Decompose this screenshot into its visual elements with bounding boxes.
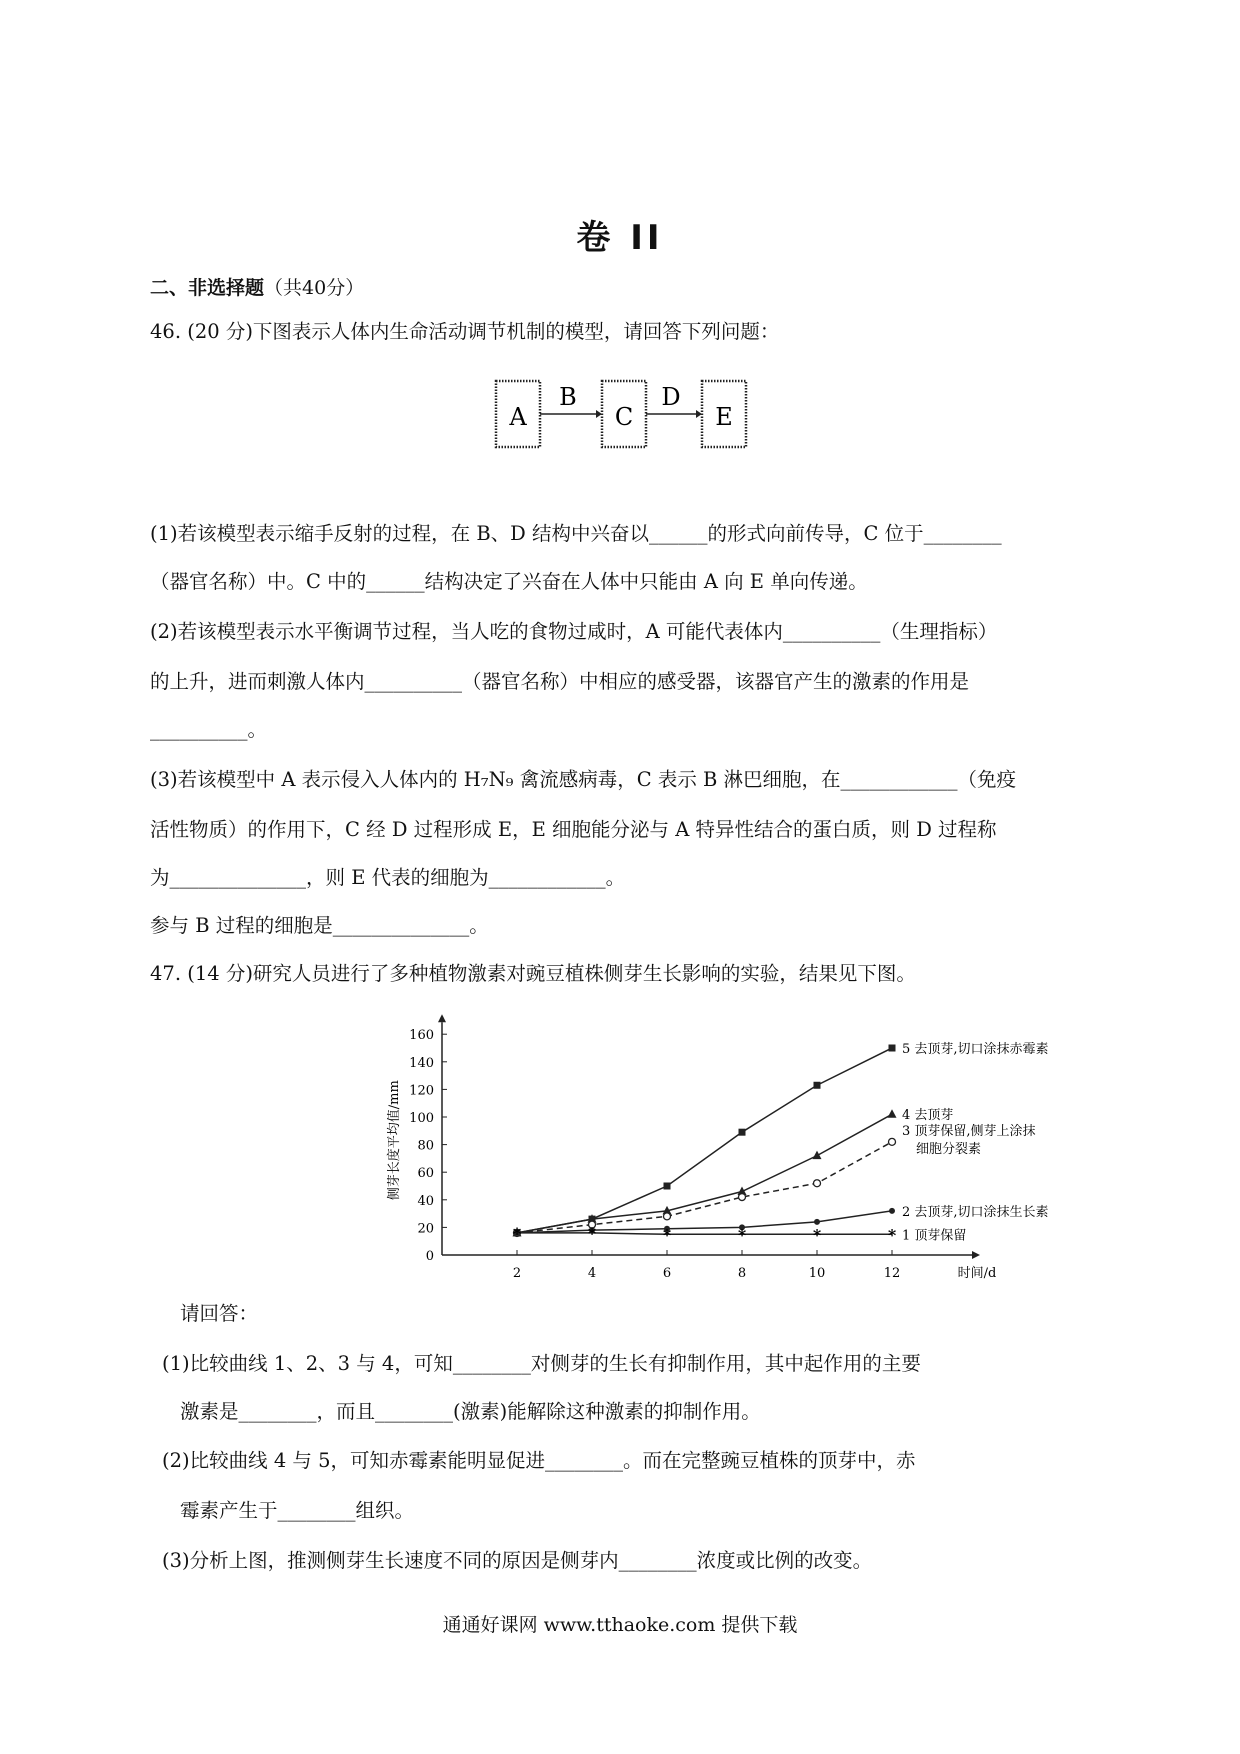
q46-line-3: (2)若该模型表示水平衡调节过程，当人吃的食物过咸时，A 可能代表体内__________（生理指标）	[150, 620, 998, 643]
data-point	[889, 1138, 896, 1145]
q47-line-1: (1)比较曲线 1、2、3 与 4，可知________对侧芽的生长有抑制作用，其中起作用的主要	[162, 1352, 921, 1375]
series-label: 细胞分裂素	[916, 1141, 982, 1157]
y-tick-label: 60	[417, 1166, 434, 1182]
page-title: 卷 II	[576, 218, 664, 258]
data-point	[814, 1219, 820, 1225]
data-point	[664, 1213, 671, 1220]
q47-intro: 47. (14 分)研究人员进行了多种植物激素对豌豆植株侧芽生长影响的实验，结果见下图。	[150, 962, 916, 985]
series-label: 4 去顶芽	[902, 1108, 954, 1124]
q47-line-3: (2)比较曲线 4 与 5，可知赤霉素能明显促进________。而在完整豌豆植株的顶芽中，赤	[162, 1449, 916, 1472]
y-tick-label: 0	[425, 1249, 434, 1264]
q46-intro: 46. (20 分)下图表示人体内生命活动调节机制的模型，请回答下列问题：	[150, 320, 780, 343]
section-heading	[150, 273, 364, 300]
data-point	[739, 1129, 746, 1136]
q46-line-1: (1)若该模型表示缩手反射的过程，在 B、D 结构中兴奋以______的形式向前传导，C 位于________	[150, 522, 1002, 545]
x-tick-label: 8	[737, 1266, 747, 1281]
q46-line-6: (3)若该模型中 A 表示侵入人体内的 H₇N₉ 禽流感病毒，C 表示 B 淋巴细胞，在____________（免疫	[150, 768, 1017, 791]
section-heading-note: （共40分）	[264, 277, 365, 299]
data-point: *	[587, 1223, 597, 1243]
q46-line-9: 参与 B 过程的细胞是______________。	[150, 914, 489, 937]
x-tick-label: 6	[662, 1266, 672, 1281]
q46-line-4: 的上升，进而刺激人体内__________（器官名称）中相应的感受器，该器官产生的激素的作用是	[150, 670, 970, 693]
diagram-label-d: D	[661, 383, 681, 411]
q46-model-diagram	[490, 375, 760, 455]
data-point: *	[812, 1225, 822, 1245]
x-tick-label: 10	[808, 1266, 826, 1281]
y-tick-label: 160	[409, 1028, 434, 1044]
q47-prompt: 请回答：	[180, 1302, 259, 1325]
y-tick-label: 100	[409, 1111, 434, 1126]
series-label: 5 去顶芽,切口涂抹赤霉素	[902, 1042, 1049, 1057]
q47-growth-chart	[380, 1010, 1049, 1281]
x-axis-arrowhead	[972, 1251, 980, 1259]
diagram-label-b: B	[559, 383, 577, 411]
q47-line-4: 霉素产生于________组织。	[180, 1499, 415, 1522]
page-footer: 通通好课网 www.tthaoke.com 提供下载	[442, 1614, 798, 1636]
x-tick-label: 4	[587, 1266, 597, 1281]
data-point: *	[887, 1225, 897, 1245]
y-tick-label: 20	[417, 1221, 434, 1237]
series-line	[517, 1233, 892, 1234]
x-axis-label: 时间/d	[957, 1266, 997, 1281]
data-point	[814, 1180, 821, 1187]
data-point	[664, 1183, 671, 1190]
series-label: 2 去顶芽,切口涂抹生长素	[902, 1204, 1049, 1220]
q46-line-7: 活性物质）的作用下，C 经 D 过程形成 E，E 细胞能分泌与 A 特异性结合的蛋白质，则 D 过程称	[150, 818, 997, 841]
data-point: *	[512, 1223, 522, 1243]
x-tick-label: 2	[512, 1266, 522, 1281]
series-line	[517, 1048, 892, 1233]
data-point	[889, 1045, 896, 1052]
diagram-label-c: C	[614, 403, 634, 431]
y-tick-label: 140	[409, 1055, 434, 1071]
q46-line-8: 为______________，则 E 代表的细胞为____________。	[150, 866, 626, 889]
q46-line-2: （器官名称）中。C 中的______结构决定了兴奋在人体中只能由 A 向 E 单向传递。	[150, 570, 868, 593]
x-tick-label: 12	[883, 1266, 901, 1281]
q46-line-5: __________。	[150, 718, 268, 741]
q47-line-2: 激素是________，而且________(激素)能解除这种激素的抑制作用。	[180, 1400, 761, 1423]
diagram-label-e: E	[715, 403, 733, 431]
data-point	[888, 1109, 897, 1118]
data-point	[813, 1151, 822, 1160]
y-tick-label: 80	[417, 1138, 434, 1154]
y-tick-label: 40	[417, 1193, 434, 1209]
y-axis-arrowhead	[438, 1014, 446, 1022]
diagram-label-a: A	[509, 403, 527, 431]
data-point	[739, 1194, 746, 1201]
y-axis-label: 侧芽长度平均值/mm	[387, 1080, 402, 1201]
q47-line-5: (3)分析上图，推测侧芽生长速度不同的原因是侧芽内________浓度或比例的改变。	[162, 1549, 873, 1572]
series-label: 1 顶芽保留	[902, 1228, 967, 1244]
section-heading-label: 二、非选择题	[150, 277, 265, 299]
data-point	[889, 1208, 895, 1214]
data-point: *	[662, 1225, 672, 1245]
data-point: *	[737, 1225, 747, 1245]
y-tick-label: 120	[409, 1083, 434, 1099]
series-label: 3 顶芽保留,侧芽上涂抹	[902, 1123, 1036, 1139]
data-point	[814, 1082, 821, 1089]
